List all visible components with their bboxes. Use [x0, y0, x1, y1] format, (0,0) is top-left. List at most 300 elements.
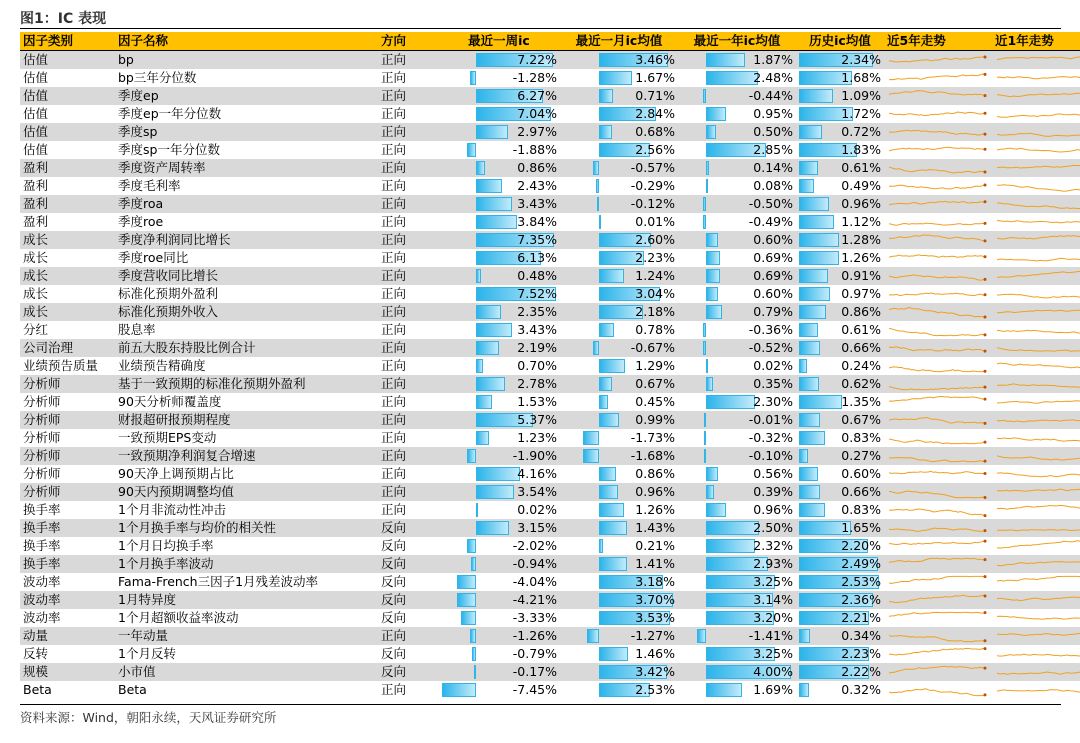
- sparkline-path: [997, 654, 1080, 656]
- ic-bar: [583, 449, 599, 463]
- five-year-sparkline-cell: [884, 501, 992, 519]
- sparkline-end-dot: [984, 184, 987, 187]
- one-year-sparkline-cell: [992, 231, 1080, 249]
- five-year-sparkline-cell: [884, 249, 992, 267]
- ic-bar: [471, 557, 475, 571]
- ic-bar: [799, 89, 833, 103]
- five-year-sparkline-cell: [884, 51, 992, 70]
- ic-value: 1.24%: [635, 268, 675, 283]
- cell-name: 1个月非流动性冲击: [115, 501, 378, 519]
- one-year-sparkline-cell: [992, 177, 1080, 195]
- ic-value: 2.23%: [841, 646, 881, 661]
- week-ic-cell: [438, 609, 560, 627]
- ic-value: 3.54%: [517, 484, 557, 499]
- week-ic-cell: [438, 339, 560, 357]
- ic-bar: [706, 251, 721, 265]
- sparkline-path: [889, 147, 985, 151]
- week-ic-cell: [438, 69, 560, 87]
- year-ic-cell: [678, 573, 796, 591]
- table-header-row: [20, 32, 1080, 51]
- year-ic-cell: [678, 213, 796, 231]
- sparkline-end-dot: [984, 540, 987, 543]
- ic-bar: [706, 53, 746, 67]
- year-ic-cell: [678, 537, 796, 555]
- five-year-sparkline: [887, 87, 987, 105]
- week-ic-cell: [438, 87, 560, 105]
- ic-value: -0.57%: [630, 160, 675, 175]
- ic-table: [20, 32, 1080, 699]
- ic-bar: [597, 197, 599, 211]
- sparkline-end-dot: [984, 693, 987, 696]
- sparkline-end-dot: [984, 370, 987, 373]
- year-ic-cell: [678, 357, 796, 375]
- ic-bar: [476, 485, 514, 499]
- one-year-sparkline: [995, 249, 1080, 267]
- hist-ic-cell: [796, 87, 884, 105]
- cell-direction: 反向: [378, 555, 438, 573]
- sparkline-path: [997, 456, 1080, 460]
- week-ic-cell: [438, 645, 560, 663]
- cell-name: 季度roe: [115, 213, 378, 231]
- year-ic-cell: [678, 231, 796, 249]
- cell-direction: 正向: [378, 483, 438, 501]
- ic-value: 2.19%: [517, 340, 557, 355]
- sparkline-path: [997, 348, 1080, 352]
- ic-value: 0.60%: [753, 232, 793, 247]
- ic-bar: [476, 341, 499, 355]
- cell-category: 换手率: [20, 501, 115, 519]
- table-row: [20, 249, 1080, 267]
- ic-value: 7.04%: [517, 106, 557, 121]
- ic-value: 3.53%: [635, 610, 675, 625]
- cell-name: 1个月反转: [115, 645, 378, 663]
- month-ic-cell: [560, 663, 678, 681]
- one-year-sparkline: [995, 681, 1080, 699]
- week-ic-cell: [438, 141, 560, 159]
- ic-bar: [476, 395, 492, 409]
- cell-direction: 正向: [378, 501, 438, 519]
- hist-ic-cell: [796, 519, 884, 537]
- ic-value: 7.35%: [517, 232, 557, 247]
- table-row: [20, 321, 1080, 339]
- ic-value: 0.79%: [753, 304, 793, 319]
- cell-category: Beta: [20, 681, 115, 699]
- cell-name: 季度roa: [115, 195, 378, 213]
- table-row: [20, 609, 1080, 627]
- one-year-sparkline: [995, 663, 1080, 681]
- ic-value: 2.18%: [635, 304, 675, 319]
- year-ic-cell: [678, 267, 796, 285]
- sparkline-path: [997, 165, 1080, 168]
- ic-value: -0.29%: [630, 178, 675, 193]
- one-year-sparkline: [995, 501, 1080, 519]
- ic-bar: [706, 485, 714, 499]
- hist-ic-cell: [796, 249, 884, 267]
- sparkline-path: [997, 401, 1080, 403]
- week-ic-cell: [438, 591, 560, 609]
- cell-name: 基于一致预期的标准化预期外盈利: [115, 375, 378, 393]
- sparkline-end-dot: [984, 73, 987, 76]
- ic-value: 1.72%: [841, 106, 881, 121]
- one-year-sparkline: [995, 303, 1080, 321]
- five-year-sparkline: [887, 267, 987, 285]
- month-ic-cell: [560, 573, 678, 591]
- hist-ic-cell: [796, 573, 884, 591]
- ic-bar: [599, 503, 624, 517]
- ic-value: -4.04%: [512, 574, 557, 589]
- one-year-sparkline-cell: [992, 267, 1080, 285]
- sparkline-path: [889, 367, 985, 372]
- five-year-sparkline: [887, 195, 987, 213]
- ic-value: 2.84%: [635, 106, 675, 121]
- ic-bar: [799, 287, 830, 301]
- ic-bar: [457, 575, 475, 589]
- year-ic-cell: [678, 159, 796, 177]
- ic-value: 3.14%: [753, 592, 793, 607]
- cell-direction: 正向: [378, 357, 438, 375]
- five-year-sparkline: [887, 519, 987, 537]
- ic-bar: [799, 413, 820, 427]
- one-year-sparkline: [995, 105, 1080, 123]
- cell-category: 分析师: [20, 447, 115, 465]
- year-ic-cell: [678, 177, 796, 195]
- ic-bar: [476, 503, 478, 517]
- sparkline-end-dot: [984, 171, 987, 174]
- cell-direction: 正向: [378, 303, 438, 321]
- cell-direction: 正向: [378, 195, 438, 213]
- sparkline-end-dot: [984, 496, 987, 499]
- sparkline-path: [997, 473, 1080, 477]
- table-row: [20, 105, 1080, 123]
- ic-bar: [461, 611, 476, 625]
- month-ic-cell: [560, 609, 678, 627]
- five-year-sparkline-cell: [884, 519, 992, 537]
- cell-category: 动量: [20, 627, 115, 645]
- title-divider: [20, 28, 1061, 29]
- one-year-sparkline: [995, 213, 1080, 231]
- year-ic-cell: [678, 519, 796, 537]
- month-ic-cell: [560, 537, 678, 555]
- week-ic-cell: [438, 195, 560, 213]
- ic-bar: [593, 341, 599, 355]
- ic-value: 2.22%: [841, 664, 881, 679]
- ic-bar: [799, 341, 820, 355]
- month-ic-cell: [560, 69, 678, 87]
- cell-direction: 反向: [378, 609, 438, 627]
- ic-value: -0.52%: [748, 340, 793, 355]
- year-ic-cell: [678, 591, 796, 609]
- week-ic-cell: [438, 627, 560, 645]
- cell-name: Beta: [115, 681, 378, 699]
- table-row: [20, 501, 1080, 519]
- ic-bar: [703, 323, 705, 337]
- ic-value: 1.26%: [635, 502, 675, 517]
- month-ic-cell: [560, 681, 678, 699]
- five-year-sparkline: [887, 303, 987, 321]
- hist-ic-cell: [796, 231, 884, 249]
- five-year-sparkline: [887, 285, 987, 303]
- week-ic-cell: [438, 465, 560, 483]
- sparkline-end-dot: [984, 333, 987, 336]
- ic-value: 1.09%: [841, 88, 881, 103]
- ic-value: 2.78%: [517, 376, 557, 391]
- ic-bar: [599, 539, 603, 553]
- five-year-sparkline-cell: [884, 375, 992, 393]
- cell-name: 90天分析师覆盖度: [115, 393, 378, 411]
- month-ic-cell: [560, 555, 678, 573]
- cell-category: 波动率: [20, 591, 115, 609]
- five-year-sparkline-cell: [884, 69, 992, 87]
- five-year-sparkline-cell: [884, 195, 992, 213]
- cell-category: 反转: [20, 645, 115, 663]
- five-year-sparkline-cell: [884, 537, 992, 555]
- ic-value: -0.67%: [630, 340, 675, 355]
- ic-bar: [476, 179, 502, 193]
- five-year-sparkline-cell: [884, 573, 992, 591]
- hist-ic-cell: [796, 51, 884, 70]
- month-ic-cell: [560, 213, 678, 231]
- five-year-sparkline: [887, 681, 987, 699]
- ic-bar: [599, 89, 613, 103]
- cell-name: 1月特异度: [115, 591, 378, 609]
- month-ic-cell: [560, 393, 678, 411]
- hist-ic-cell: [796, 627, 884, 645]
- sparkline-path: [997, 57, 1080, 60]
- one-year-sparkline: [995, 429, 1080, 447]
- ic-value: 3.18%: [635, 574, 675, 589]
- five-year-sparkline-cell: [884, 105, 992, 123]
- ic-bar: [799, 125, 822, 139]
- one-year-sparkline-cell: [992, 87, 1080, 105]
- week-ic-cell: [438, 429, 560, 447]
- month-ic-cell: [560, 51, 678, 70]
- ic-bar: [703, 341, 706, 355]
- table-row: [20, 267, 1080, 285]
- five-year-sparkline-cell: [884, 321, 992, 339]
- sparkline-path: [997, 596, 1080, 601]
- one-year-sparkline-cell: [992, 411, 1080, 429]
- sparkline-path: [997, 93, 1080, 97]
- ic-value: -1.27%: [630, 628, 675, 643]
- ic-value: -3.33%: [512, 610, 557, 625]
- ic-bar: [470, 71, 476, 85]
- ic-value: 1.35%: [841, 394, 881, 409]
- cell-category: 换手率: [20, 555, 115, 573]
- ic-bar: [706, 71, 759, 85]
- cell-category: 估值: [20, 141, 115, 159]
- ic-bar: [599, 647, 628, 661]
- hist-ic-cell: [796, 159, 884, 177]
- month-ic-cell: [560, 591, 678, 609]
- one-year-sparkline-cell: [992, 465, 1080, 483]
- ic-value: -0.01%: [748, 412, 793, 427]
- ic-value: 1.69%: [753, 682, 793, 697]
- ic-bar: [706, 107, 726, 121]
- week-ic-cell: [438, 321, 560, 339]
- sparkline-path: [997, 671, 1080, 674]
- hist-ic-cell: [796, 213, 884, 231]
- one-year-sparkline-cell: [992, 681, 1080, 699]
- sparkline-end-dot: [984, 278, 987, 281]
- ic-bar: [476, 431, 489, 445]
- hist-ic-cell: [796, 411, 884, 429]
- five-year-sparkline: [887, 141, 987, 159]
- one-year-sparkline-cell: [992, 609, 1080, 627]
- one-year-sparkline-cell: [992, 213, 1080, 231]
- year-ic-cell: [678, 123, 796, 141]
- sparkline-path: [889, 648, 985, 655]
- ic-bar: [706, 359, 708, 373]
- ic-bar: [599, 395, 608, 409]
- hist-ic-cell: [796, 339, 884, 357]
- table-row: [20, 375, 1080, 393]
- one-year-sparkline: [995, 69, 1080, 87]
- cell-category: 分析师: [20, 429, 115, 447]
- ic-bar: [467, 539, 476, 553]
- ic-bar: [599, 359, 625, 373]
- cell-category: 成长: [20, 285, 115, 303]
- cell-direction: 正向: [378, 141, 438, 159]
- ic-bar: [704, 449, 706, 463]
- cell-direction: 正向: [378, 321, 438, 339]
- ic-value: 0.60%: [753, 286, 793, 301]
- cell-name: bp三年分位数: [115, 69, 378, 87]
- table-row: [20, 411, 1080, 429]
- table-row: [20, 645, 1080, 663]
- ic-bar: [599, 125, 613, 139]
- sparkline-path: [997, 220, 1080, 224]
- table-row: [20, 483, 1080, 501]
- one-year-sparkline: [995, 555, 1080, 573]
- ic-value: 0.62%: [841, 376, 881, 391]
- cell-category: 业绩预告质量: [20, 357, 115, 375]
- sparkline-end-dot: [984, 667, 987, 670]
- ic-value: 2.23%: [635, 250, 675, 265]
- ic-value: 6.13%: [517, 250, 557, 265]
- ic-bar: [799, 359, 807, 373]
- ic-value: 0.67%: [635, 376, 675, 391]
- month-ic-cell: [560, 339, 678, 357]
- cell-direction: 正向: [378, 87, 438, 105]
- five-year-sparkline: [887, 429, 987, 447]
- hist-ic-cell: [796, 501, 884, 519]
- one-year-sparkline: [995, 609, 1080, 627]
- sparkline-path: [889, 558, 985, 562]
- cell-name: 季度roe同比: [115, 249, 378, 267]
- year-ic-cell: [678, 663, 796, 681]
- five-year-sparkline-cell: [884, 555, 992, 573]
- sparkline-path: [889, 185, 985, 189]
- ic-bar: [799, 449, 808, 463]
- ic-value: 2.56%: [635, 142, 675, 157]
- table-row: [20, 195, 1080, 213]
- hist-ic-cell: [796, 609, 884, 627]
- month-ic-cell: [560, 249, 678, 267]
- ic-value: 1.67%: [635, 70, 675, 85]
- ic-value: -1.68%: [630, 448, 675, 463]
- sparkline-path: [997, 528, 1080, 531]
- one-year-sparkline: [995, 573, 1080, 591]
- header-one-year-trend: 近1年走势: [992, 32, 1080, 51]
- year-ic-cell: [678, 339, 796, 357]
- ic-bar: [476, 467, 520, 481]
- ic-value: 1.28%: [841, 232, 881, 247]
- one-year-sparkline: [995, 519, 1080, 537]
- month-ic-cell: [560, 231, 678, 249]
- cell-name: Fama-French三因子1月残差波动率: [115, 573, 378, 591]
- sparkline-end-dot: [984, 222, 987, 225]
- ic-value: 3.42%: [635, 664, 675, 679]
- month-ic-cell: [560, 141, 678, 159]
- week-ic-cell: [438, 681, 560, 699]
- sparkline-path: [997, 114, 1080, 118]
- five-year-sparkline: [887, 627, 987, 645]
- month-ic-cell: [560, 303, 678, 321]
- cell-name: bp: [115, 51, 378, 70]
- source-note: 资料来源：Wind，朝阳永续，天风证券研究所: [20, 710, 277, 725]
- five-year-sparkline-cell: [884, 213, 992, 231]
- year-ic-cell: [678, 465, 796, 483]
- ic-bar: [704, 431, 706, 445]
- cell-direction: 正向: [378, 627, 438, 645]
- cell-name: 一致预期EPS变动: [115, 429, 378, 447]
- table-row: [20, 213, 1080, 231]
- ic-value: 2.49%: [841, 556, 881, 571]
- year-ic-cell: [678, 321, 796, 339]
- sparkline-path: [997, 616, 1080, 619]
- header-hist-ic: 历史ic均值: [796, 32, 884, 51]
- sparkline-path: [889, 235, 985, 241]
- ic-value: 3.04%: [635, 286, 675, 301]
- sparkline-path: [997, 505, 1080, 509]
- ic-value: 3.15%: [517, 520, 557, 535]
- sparkline-path: [889, 308, 985, 317]
- hist-ic-cell: [796, 285, 884, 303]
- five-year-sparkline-cell: [884, 645, 992, 663]
- table-row: [20, 591, 1080, 609]
- sparkline-end-dot: [984, 94, 987, 97]
- ic-bar: [706, 377, 713, 391]
- ic-value: -0.32%: [748, 430, 793, 445]
- ic-bar: [442, 683, 476, 697]
- hist-ic-cell: [796, 177, 884, 195]
- month-ic-cell: [560, 501, 678, 519]
- sparkline-end-dot: [984, 56, 987, 59]
- one-year-sparkline-cell: [992, 159, 1080, 177]
- one-year-sparkline-cell: [992, 591, 1080, 609]
- ic-bar: [457, 593, 476, 607]
- sparkline-end-dot: [984, 293, 987, 296]
- five-year-sparkline-cell: [884, 411, 992, 429]
- ic-bar: [799, 485, 820, 499]
- table-row: [20, 303, 1080, 321]
- month-ic-cell: [560, 465, 678, 483]
- one-year-sparkline: [995, 285, 1080, 303]
- ic-value: 1.12%: [841, 214, 881, 229]
- sparkline-path: [997, 363, 1080, 369]
- sparkline-path: [997, 489, 1080, 491]
- week-ic-cell: [438, 357, 560, 375]
- one-year-sparkline-cell: [992, 555, 1080, 573]
- sparkline-end-dot: [984, 255, 987, 258]
- cell-name: 一年动量: [115, 627, 378, 645]
- five-year-sparkline: [887, 393, 987, 411]
- ic-value: 1.41%: [635, 556, 675, 571]
- hist-ic-cell: [796, 303, 884, 321]
- ic-value: -1.90%: [512, 448, 557, 463]
- ic-value: 0.86%: [517, 160, 557, 175]
- one-year-sparkline: [995, 195, 1080, 213]
